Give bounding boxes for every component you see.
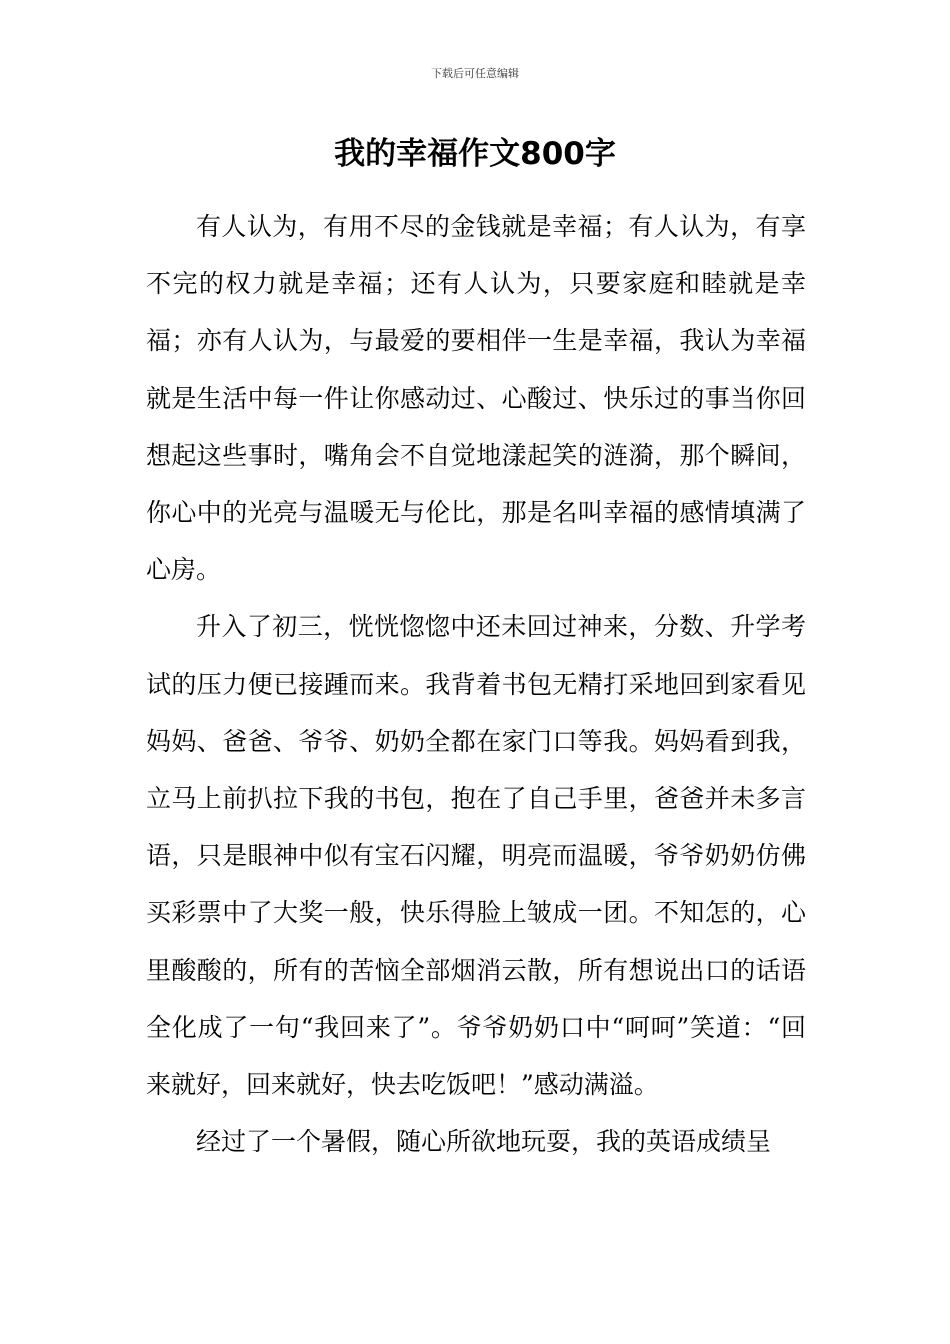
paragraph-2: 升入了初三，恍恍惚惚中还未回过神来，分数、升学考试的压力便已接踵而来。我背着书包无精打采地回到家看见妈妈、爸爸、爷爷、奶奶全都在家门口等我。妈妈看到我，立马上前扒拉下我的书包，抱在了自己手里，爸爸并未多言语，只是眼神中似有宝石闪耀，明亮而温暖，爷爷奶奶仿佛买彩票中了大奖一般，快乐得脸上皱成一团。不知怎的，心里酸酸的，所有的苦恼全部烟消云散，所有想说出口的话语全化成了一句“我回来了”。爷爷奶奶口中“呵呵”笑道：“回来就好，回来就好，快去吃饭吧！”感动满溢。 — [146, 612, 806, 1100]
document-title: 我的幸福作文800字 — [334, 136, 616, 172]
header-note: 下载后可任意编辑 — [431, 67, 519, 80]
paragraph-3: 经过了一个暑假，随心所欲地玩耍，我的英语成绩呈 — [196, 1127, 772, 1157]
document-body — [146, 198, 806, 1170]
paragraph-1: 有人认为，有用不尽的金钱就是幸福；有人认为，有享不完的权力就是幸福；还有人认为，只要家庭和睦就是幸福；亦有人认为，与最爱的要相伴一生是幸福，我认为幸福就是生活中每一件让你感动过、心酸过、快乐过的事当你回想起这些事时，嘴角会不自觉地漾起笑的涟漪，那个瞬间，你心中的光亮与温暖无与伦比，那是名叫幸福的感情填满了心房。 — [146, 212, 806, 585]
